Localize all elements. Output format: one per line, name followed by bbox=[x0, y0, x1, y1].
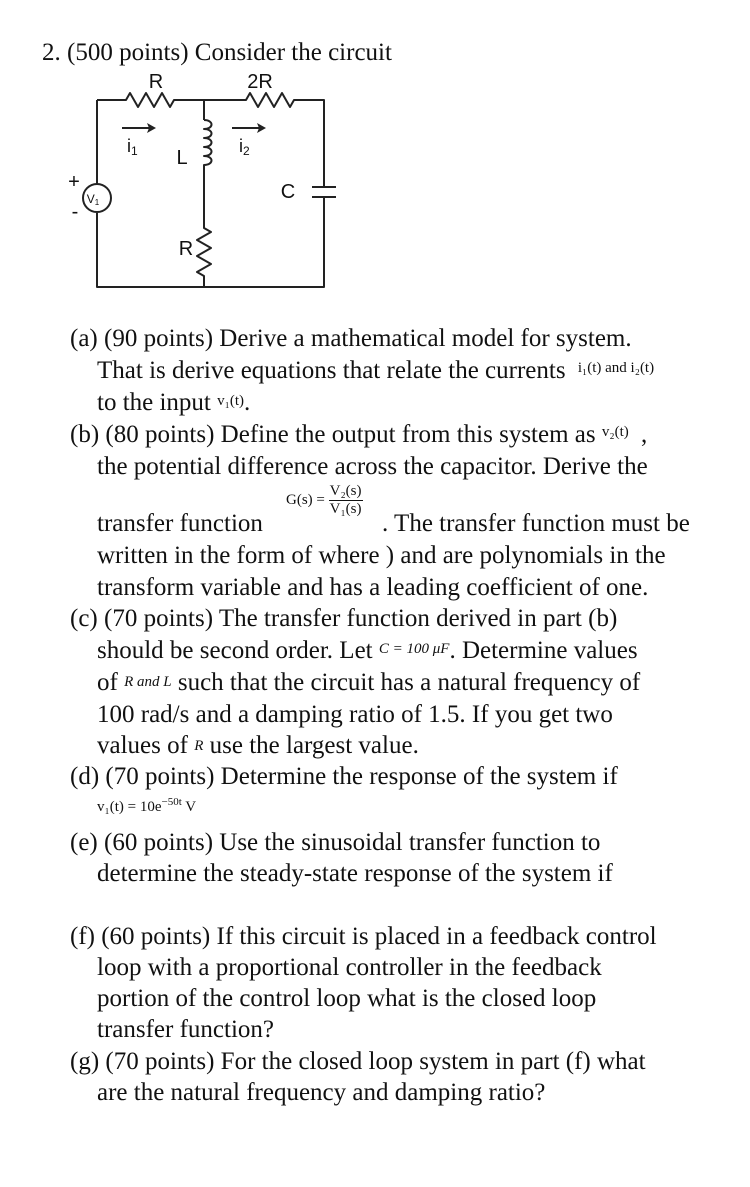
label-plus: + bbox=[68, 171, 80, 193]
label-i2-sub: 2 bbox=[243, 144, 250, 158]
part-f-line1: (f) (60 points) If this circuit is placed in a feedback control bbox=[70, 923, 657, 950]
part-d-line1: (d) (70 points) Determine the response of the system if bbox=[70, 763, 618, 790]
part-a-line2 bbox=[97, 358, 654, 383]
resistor-R-bottom bbox=[197, 220, 211, 287]
part-b-line1-text: (b) (80 points) Define the output from this system as bbox=[70, 421, 596, 448]
part-f-line2: loop with a proportional controller in the feedback bbox=[97, 954, 602, 981]
label-C: C bbox=[280, 181, 296, 203]
part-c-rl: R and L bbox=[124, 674, 172, 690]
part-b-line4: written in the form of where ) and are polynomials in the bbox=[97, 542, 666, 569]
part-b-output: v₂(t) bbox=[601, 424, 629, 440]
part-c-line5b: use the largest value. bbox=[209, 732, 419, 759]
part-a-currents: i₁(t) and i₂(t) bbox=[577, 360, 655, 376]
part-b-line5: transform variable and has a leading coefficient of one. bbox=[97, 574, 649, 601]
label-i1-sub: 1 bbox=[131, 144, 138, 158]
label-L: L bbox=[176, 147, 188, 169]
part-c-cap: C = 100 μF bbox=[378, 641, 450, 657]
label-i1 bbox=[127, 136, 138, 158]
part-b-transfer-function bbox=[286, 484, 363, 517]
label-i2-letter: i bbox=[239, 136, 243, 156]
label-i2 bbox=[239, 136, 250, 158]
part-c-line3b: such that the circuit has a natural frequency of bbox=[177, 669, 641, 696]
part-b-line2: the potential difference across the capacitor. Derive the bbox=[97, 453, 648, 480]
part-f-line3: portion of the control loop what is the closed loop bbox=[97, 985, 597, 1012]
part-c-line2a: should be second order. Let bbox=[97, 637, 373, 664]
wire-bottom bbox=[97, 213, 324, 287]
part-a-end: . bbox=[244, 389, 251, 416]
part-f-line4: transfer function? bbox=[97, 1016, 275, 1043]
part-a-line2-text: That is derive equations that relate the currents bbox=[97, 357, 566, 384]
part-d-eq-unit: V bbox=[185, 799, 197, 815]
part-c-line3 bbox=[97, 670, 640, 695]
part-d-eq-exp: −50t bbox=[161, 796, 182, 808]
part-a-line1: (a) (90 points) Derive a mathematical model for system. bbox=[70, 325, 632, 352]
part-b-line3a: transfer function bbox=[97, 510, 263, 537]
problem-header: 2. (500 points) Consider the circuit bbox=[42, 39, 392, 66]
part-b-comma: , bbox=[641, 421, 648, 448]
part-b-numerator: V₂(s) bbox=[329, 483, 362, 499]
label-i1-letter: i bbox=[127, 136, 131, 156]
part-a-input: v₁(t) bbox=[217, 393, 245, 409]
label-R-bottom: R bbox=[178, 238, 194, 260]
part-b-line1 bbox=[70, 422, 647, 447]
part-b-gs: G(s) = bbox=[286, 492, 325, 508]
label-R-top: R bbox=[148, 71, 164, 93]
label-2R: 2R bbox=[247, 71, 273, 93]
part-d-equation bbox=[97, 797, 196, 815]
part-g-line2: are the natural frequency and damping ratio? bbox=[97, 1079, 546, 1106]
part-c-line5 bbox=[97, 733, 419, 758]
part-c-line2b: . Determine values bbox=[449, 637, 638, 664]
part-b-fraction bbox=[329, 484, 363, 517]
part-c-line2 bbox=[97, 638, 638, 663]
label-V1-letter: V bbox=[86, 192, 95, 206]
part-c-r: R bbox=[194, 738, 204, 754]
inductor-L bbox=[204, 120, 212, 220]
part-e-line2: determine the steady-state response of the system if bbox=[97, 860, 613, 887]
label-minus: - bbox=[71, 201, 79, 223]
label-V1-sub: 1 bbox=[94, 198, 100, 207]
part-g-line1: (g) (70 points) For the closed loop system in part (f) what bbox=[70, 1048, 646, 1075]
part-c-line1: (c) (70 points) The transfer function derived in part (b) bbox=[70, 605, 618, 632]
part-a-line3-text: to the input bbox=[97, 389, 211, 416]
label-V1 bbox=[87, 192, 100, 207]
part-e-line1: (e) (60 points) Use the sinusoidal transfer function to bbox=[70, 829, 601, 856]
part-a-line3 bbox=[97, 390, 250, 415]
part-c-line4: 100 rad/s and a damping ratio of 1.5. If you get two bbox=[97, 701, 613, 728]
part-c-line3a: of bbox=[97, 669, 118, 696]
part-d-eq-lhs: v₁(t) = 10e bbox=[97, 799, 162, 815]
part-b-line3b: . The transfer function must be bbox=[382, 510, 690, 537]
part-b-denominator: V₁(s) bbox=[329, 501, 362, 517]
part-c-line5a: values of bbox=[97, 732, 188, 759]
